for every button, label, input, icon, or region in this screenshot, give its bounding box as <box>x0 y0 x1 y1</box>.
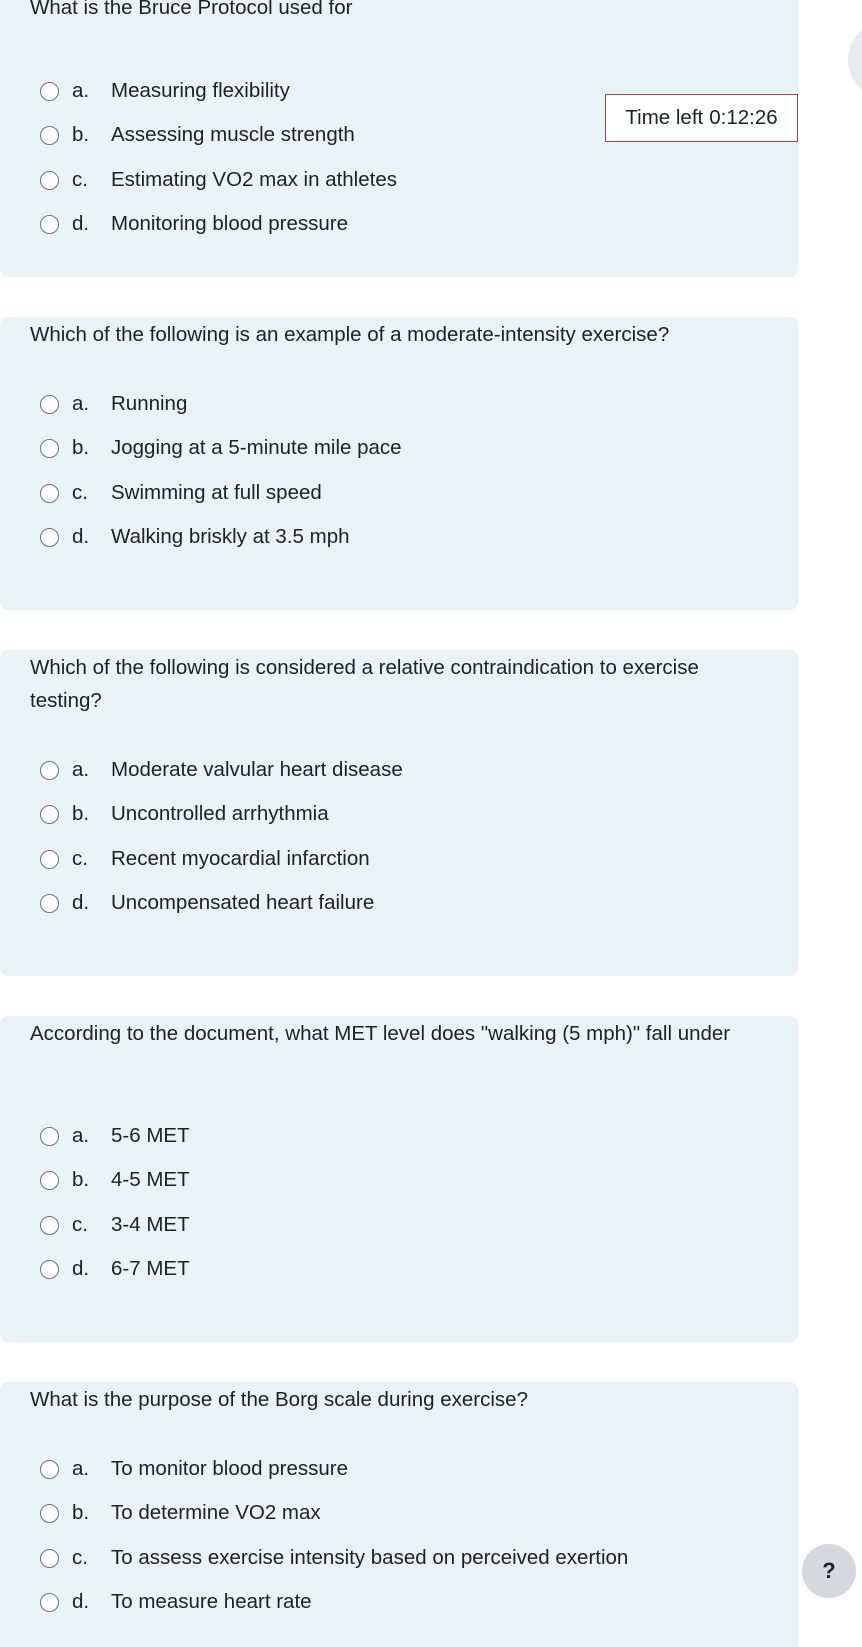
answer-letter: b. <box>72 1501 90 1524</box>
radio-button[interactable] <box>40 1593 59 1612</box>
answer-label: 3-4 MET <box>111 1213 190 1236</box>
answer-label: To assess exercise intensity based on perceived exertion <box>111 1546 629 1569</box>
answer-letter: d. <box>72 1257 90 1280</box>
answer-label: Uncompensated heart failure <box>111 891 375 914</box>
question-card <box>0 1382 798 1647</box>
quiz-timer <box>605 94 798 142</box>
answer-label: Measuring flexibility <box>111 79 290 102</box>
answer-label: Monitoring blood pressure <box>111 212 349 235</box>
answer-letter: d. <box>72 891 90 914</box>
answer-label: Recent myocardial infarction <box>111 847 370 870</box>
answer-letter: a. <box>72 392 90 415</box>
question-text: According to the document, what MET level does "walking (5 mph)" fall under <box>30 1022 731 1045</box>
radio-button[interactable] <box>40 439 59 458</box>
answer-option[interactable] <box>40 478 322 508</box>
answer-letter: d. <box>72 525 90 548</box>
answer-option[interactable] <box>40 799 329 829</box>
radio-button[interactable] <box>40 1216 59 1235</box>
answer-option[interactable] <box>40 1543 628 1573</box>
answer-option[interactable] <box>40 522 350 552</box>
answer-option[interactable] <box>40 1210 190 1240</box>
answer-option[interactable] <box>40 1587 312 1617</box>
answer-letter: a. <box>72 1124 90 1147</box>
radio-button[interactable] <box>40 126 59 145</box>
question-text: What is the purpose of the Borg scale during exercise? <box>30 1388 528 1411</box>
answer-label: Running <box>111 392 188 415</box>
radio-button[interactable] <box>40 1127 59 1146</box>
answer-option[interactable] <box>40 1121 190 1151</box>
answer-letter: b. <box>72 1168 90 1191</box>
radio-button[interactable] <box>40 894 59 913</box>
answer-option[interactable] <box>40 209 348 239</box>
answer-letter: b. <box>72 802 90 825</box>
radio-button[interactable] <box>40 82 59 101</box>
answer-letter: c. <box>72 1213 88 1236</box>
answer-letter: d. <box>72 212 90 235</box>
timer-label: Time left <box>625 106 704 129</box>
help-button[interactable] <box>802 1544 856 1598</box>
answer-letter: c. <box>72 168 88 191</box>
answer-option[interactable] <box>40 1165 190 1195</box>
answer-label: Swimming at full speed <box>111 481 322 504</box>
answer-option[interactable] <box>40 755 403 785</box>
radio-button[interactable] <box>40 850 59 869</box>
answer-option[interactable] <box>40 389 187 419</box>
radio-button[interactable] <box>40 1460 59 1479</box>
answer-label: To monitor blood pressure <box>111 1457 349 1480</box>
radio-button[interactable] <box>40 395 59 414</box>
answer-option[interactable] <box>40 1254 190 1284</box>
answer-letter: a. <box>72 1457 90 1480</box>
question-text: Which of the following is an example of a moderate-intensity exercise? <box>30 323 670 346</box>
radio-button[interactable] <box>40 215 59 234</box>
answer-label: Assessing muscle strength <box>111 123 355 146</box>
question-card <box>0 650 798 976</box>
answer-letter: b. <box>72 436 90 459</box>
answer-label: Jogging at a 5-minute mile pace <box>111 436 402 459</box>
answer-option[interactable] <box>40 1498 321 1528</box>
answer-option[interactable] <box>40 844 370 874</box>
answer-option[interactable] <box>40 888 374 918</box>
answer-label: 4-5 MET <box>111 1168 190 1191</box>
radio-button[interactable] <box>40 1260 59 1279</box>
answer-label: Estimating VO2 max in athletes <box>111 168 397 191</box>
question-text: What is the Bruce Protocol used for <box>30 0 353 19</box>
timer-value: 0:12:26 <box>709 106 778 129</box>
answer-option[interactable] <box>40 76 290 106</box>
question-card <box>0 317 798 610</box>
answer-letter: b. <box>72 123 90 146</box>
answer-letter: a. <box>72 758 90 781</box>
radio-button[interactable] <box>40 1171 59 1190</box>
radio-button[interactable] <box>40 484 59 503</box>
help-icon: ? <box>822 1558 836 1583</box>
answer-letter: c. <box>72 481 88 504</box>
answer-option[interactable] <box>40 433 402 463</box>
answer-letter: d. <box>72 1590 90 1613</box>
answer-option[interactable] <box>40 1454 348 1484</box>
radio-button[interactable] <box>40 761 59 780</box>
answer-label: 5-6 MET <box>111 1124 190 1147</box>
answer-letter: a. <box>72 79 90 102</box>
answer-label: Walking briskly at 3.5 mph <box>111 525 350 548</box>
answer-option[interactable] <box>40 120 355 150</box>
answer-label: To measure heart rate <box>111 1590 312 1613</box>
radio-button[interactable] <box>40 1549 59 1568</box>
radio-button[interactable] <box>40 805 59 824</box>
answer-label: 6-7 MET <box>111 1257 190 1280</box>
radio-button[interactable] <box>40 171 59 190</box>
question-card <box>0 1016 798 1342</box>
answer-letter: c. <box>72 1546 88 1569</box>
answer-label: To determine VO2 max <box>111 1501 321 1524</box>
radio-button[interactable] <box>40 528 59 547</box>
answer-label: Moderate valvular heart disease <box>111 758 403 781</box>
answer-option[interactable] <box>40 165 397 195</box>
answer-letter: c. <box>72 847 88 870</box>
answer-label: Uncontrolled arrhythmia <box>111 802 329 825</box>
drawer-toggle-button[interactable] <box>848 20 862 100</box>
radio-button[interactable] <box>40 1504 59 1523</box>
question-text: Which of the following is considered a relative contraindication to exercise testing? <box>30 656 699 712</box>
